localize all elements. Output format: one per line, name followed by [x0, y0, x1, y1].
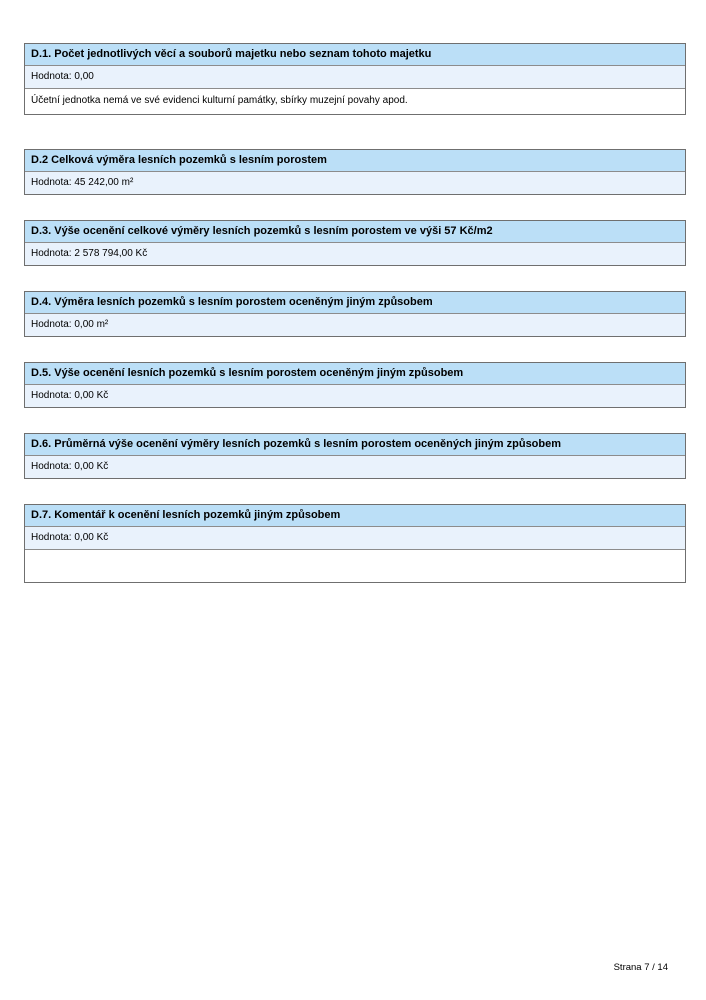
section-d5-header: D.5. Výše ocenění lesních pozemků s lesním porostem oceněným jiným způsobem	[25, 363, 685, 385]
section-d7-header: D.7. Komentář k ocenění lesních pozemků jiným způsobem	[25, 505, 685, 527]
section-d4-value: Hodnota: 0,00 m²	[25, 314, 685, 336]
section-d7-value: Hodnota: 0,00 Kč	[25, 527, 685, 549]
report-page-body	[24, 43, 686, 608]
page-number: Strana 7 / 14	[613, 962, 668, 973]
section-d6-header: D.6. Průměrná výše ocenění výměry lesních pozemků s lesním porostem oceněných jiným způsobem	[25, 434, 685, 456]
section-d6	[24, 433, 686, 479]
section-d1-value: Hodnota: 0,00	[25, 66, 685, 88]
section-d4	[24, 291, 686, 337]
section-d5-value: Hodnota: 0,00 Kč	[25, 385, 685, 407]
section-d3-header: D.3. Výše ocenění celkové výměry lesních pozemků s lesním porostem ve výši 57 Kč/m2	[25, 221, 685, 243]
section-d1-comment: Účetní jednotka nemá ve své evidenci kulturní památky, sbírky muzejní povahy apod.	[25, 88, 685, 114]
section-d1-header: D.1. Počet jednotlivých věcí a souborů majetku nebo seznam tohoto majetku	[25, 44, 685, 66]
section-d6-value: Hodnota: 0,00 Kč	[25, 456, 685, 478]
section-d7-comment	[25, 549, 685, 582]
section-d2	[24, 149, 686, 195]
section-d2-value: Hodnota: 45 242,00 m²	[25, 172, 685, 194]
section-d4-header: D.4. Výměra lesních pozemků s lesním porostem oceněným jiným způsobem	[25, 292, 685, 314]
section-d5	[24, 362, 686, 408]
section-d3-value: Hodnota: 2 578 794,00 Kč	[25, 243, 685, 265]
section-d2-header: D.2 Celková výměra lesních pozemků s lesním porostem	[25, 150, 685, 172]
section-d7	[24, 504, 686, 583]
section-d3	[24, 220, 686, 266]
section-d1	[24, 43, 686, 115]
